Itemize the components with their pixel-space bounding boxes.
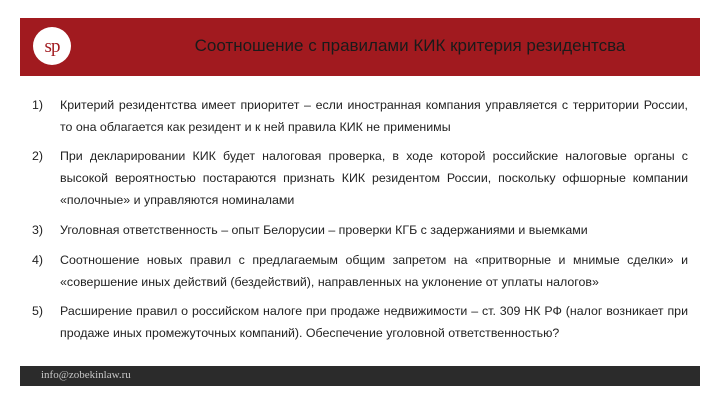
list-item-number: 3) xyxy=(32,223,44,237)
numbered-list xyxy=(32,94,688,344)
list-item xyxy=(32,145,688,211)
list-item-number: 4) xyxy=(32,253,44,267)
list-item-text: Критерий резидентства имеет приоритет – если иностранная компания управляется с территории России, то она облагается как резидент и к ней правила КИК не применимы xyxy=(60,98,688,134)
list-item xyxy=(32,249,688,293)
list-item-text: Уголовная ответственность – опыт Белорусии – проверки КГБ с задержаниями и выемками xyxy=(60,223,588,237)
list-item xyxy=(32,300,688,344)
footer-email[interactable]: info@zobekinlaw.ru xyxy=(41,369,131,381)
list-item-text: Расширение правил о российском налоге при продаже недвижимости – ст. 309 НК РФ (налог возникает при продаже иных промежуточных компаний). Обеспечение уголовной ответственностью? xyxy=(60,304,688,340)
list-item xyxy=(32,94,688,138)
logo-text: sp xyxy=(44,35,60,57)
list-item-number: 5) xyxy=(32,304,44,318)
footer-bar xyxy=(20,366,700,386)
list-item-number: 1) xyxy=(32,98,44,112)
header-bar xyxy=(20,18,700,76)
list-item-text: При декларировании КИК будет налоговая проверка, в ходе которой российские налоговые органы с высокой вероятностью постараются признать КИК резидентом России, поскольку офшорные компании «полочные» и управляются номиналами xyxy=(60,149,688,207)
list-item-number: 2) xyxy=(32,149,44,163)
list-item xyxy=(32,219,688,241)
list-item-text: Соотношение новых правил с предлагаемым общим запретом на «притворные и мнимые сделки» и «совершение иных действий (бездействий), направленных на уклонение от уплаты налогов» xyxy=(60,253,688,289)
slide-title: Соотношение с правилами КИК критерия резидентсва xyxy=(194,36,626,55)
